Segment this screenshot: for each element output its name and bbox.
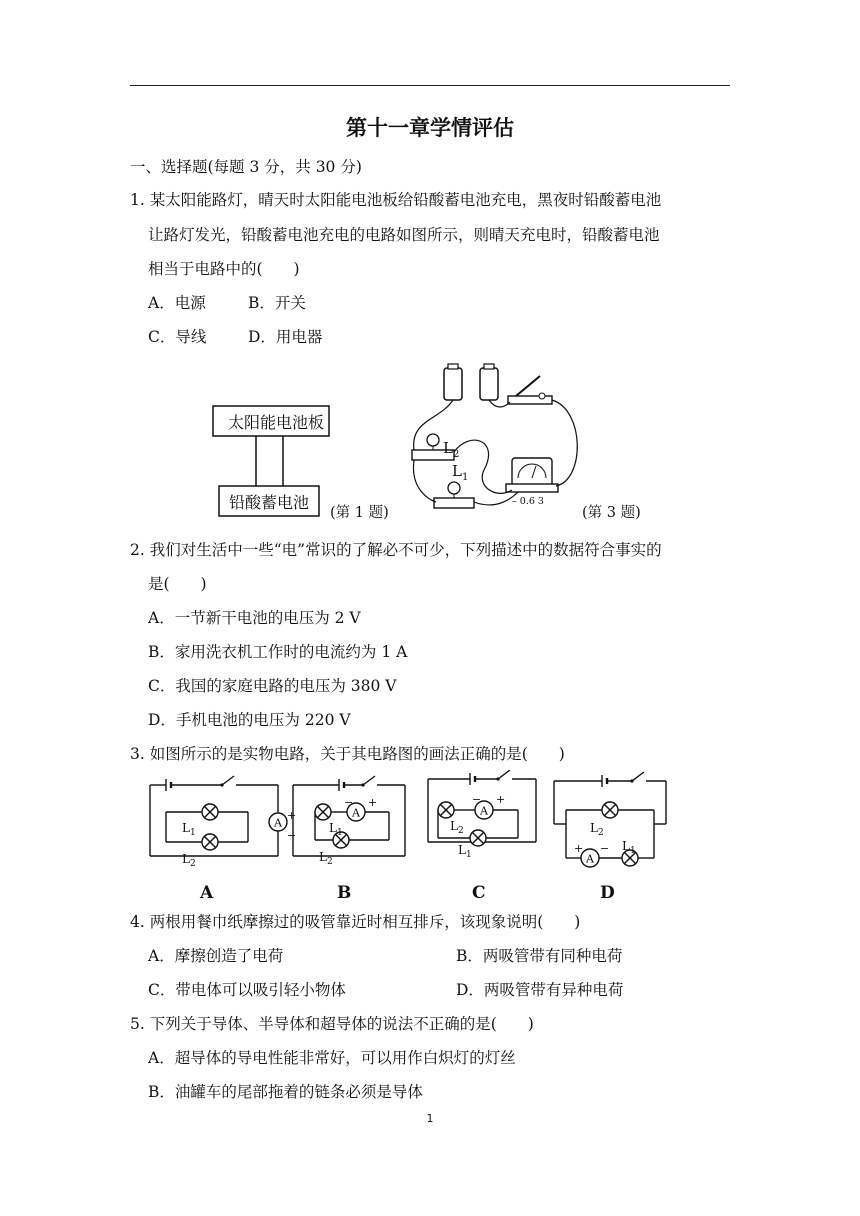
q2-option-d: D．手机电池的电压为 220 V bbox=[148, 711, 351, 729]
switch-blade bbox=[498, 770, 510, 779]
ammeter-minus: − bbox=[600, 842, 610, 855]
lamp-label-l2: $L_2$ bbox=[450, 819, 464, 836]
q5-option-b: B．油罐车的尾部拖着的链条必须是导体 bbox=[148, 1083, 423, 1101]
switch-blade bbox=[222, 776, 234, 785]
q4-option-a: A．摩擦创造了电荷 bbox=[148, 947, 284, 965]
fig1-caption: (第 1 题) bbox=[330, 505, 389, 521]
lamp-label-l2: $L_2$ bbox=[590, 821, 604, 838]
ammeter-minus: − bbox=[472, 793, 482, 806]
q1-line-3: 相当于电路中的( ) bbox=[148, 260, 300, 278]
q1-line-1: 1. 某太阳能路灯，晴天时太阳能电池板给铅酸蓄电池充电，黑夜时铅酸蓄电池 bbox=[130, 191, 662, 209]
ammeter-label: A bbox=[274, 816, 282, 830]
lamp-label-l1: $L_1$ bbox=[182, 821, 196, 838]
diagram-label-d: D bbox=[600, 883, 615, 903]
q2-line-1: 2. 我们对生活中一些“电”常识的了解必不可少，下列描述中的数据符合事实的 bbox=[130, 541, 662, 559]
page-title: 第十一章学情评估 bbox=[346, 116, 514, 140]
fig1-top-box-label: 太阳能电池板 bbox=[227, 413, 324, 432]
q2-option-a: A．一节新干电池的电压为 2 V bbox=[148, 609, 361, 627]
q3-circuit-diagrams bbox=[140, 770, 680, 905]
q5-option-a: A．超导体的导电性能非常好，可以用作白炽灯的灯丝 bbox=[148, 1049, 516, 1067]
lamp-label-l1: $L_1$ bbox=[622, 839, 636, 856]
q2-option-b: B．家用洗衣机工作时的电流约为 1 A bbox=[148, 643, 408, 661]
q2-line-2: 是( ) bbox=[148, 575, 207, 593]
q1-option-a: A．电源 bbox=[148, 294, 206, 312]
ammeter-minus: − bbox=[344, 796, 354, 809]
q1-line-2: 让路灯发光，铅酸蓄电池充电的电路如图所示，则晴天充电时，铅酸蓄电池 bbox=[148, 226, 660, 244]
section-heading: 一、选择题(每题 3 分，共 30 分) bbox=[130, 158, 362, 176]
q1-option-c: C．导线 bbox=[148, 328, 207, 346]
diagram-label-c: C bbox=[472, 883, 486, 903]
switch-blade bbox=[363, 776, 375, 785]
ammeter-label: A bbox=[586, 852, 594, 866]
lamp-label-l2: $L_2$ bbox=[319, 850, 333, 867]
q5-line: 5. 下列关于导体、半导体和超导体的说法不正确的是( ) bbox=[130, 1015, 534, 1033]
lamp-label-l2: $L_2$ bbox=[182, 852, 196, 869]
ammeter-plus: + bbox=[496, 793, 506, 806]
q3-line: 3. 如图所示的是实物电路，关于其电路图的画法正确的是( ) bbox=[130, 745, 565, 763]
switch-blade bbox=[632, 772, 644, 781]
ammeter-minus: − bbox=[287, 829, 297, 842]
q4-option-b: B．两吸管带有同种电荷 bbox=[456, 947, 623, 965]
figure-3-physical-circuit bbox=[400, 360, 590, 520]
fig3-caption: (第 3 题) bbox=[582, 505, 641, 521]
header-rule bbox=[130, 85, 730, 86]
ammeter-label: A bbox=[480, 804, 488, 818]
ammeter-label: A bbox=[352, 806, 360, 820]
ammeter-plus: + bbox=[287, 809, 297, 822]
page-number: 1 bbox=[426, 1112, 434, 1125]
fig1-bottom-box-label: 铅酸蓄电池 bbox=[228, 493, 309, 512]
diagram-label-a: A bbox=[200, 883, 214, 903]
fig3-label-l1: $L_1$ bbox=[452, 462, 469, 483]
q2-option-c: C．我国的家庭电路的电压为 380 V bbox=[148, 677, 397, 695]
ammeter-plus: + bbox=[368, 796, 378, 809]
diagram-label-b: B bbox=[337, 883, 352, 903]
ammeter-plus: + bbox=[574, 842, 584, 855]
fig3-label-l2: $L_2$ bbox=[443, 439, 460, 460]
q1-option-d: D．用电器 bbox=[248, 328, 323, 346]
q1-option-b: B．开关 bbox=[248, 294, 306, 312]
lamp-label-l1: $L_1$ bbox=[458, 843, 472, 860]
q4-line: 4. 两根用餐巾纸摩擦过的吸管靠近时相互排斥，该现象说明( ) bbox=[130, 913, 581, 931]
lamp-label-l1: $L_1$ bbox=[329, 821, 343, 838]
q4-option-d: D．两吸管带有异种电荷 bbox=[456, 981, 624, 999]
fig3-meter-scale: – 0.6 3 bbox=[512, 496, 544, 507]
q4-option-c: C．带电体可以吸引轻小物体 bbox=[148, 981, 346, 999]
